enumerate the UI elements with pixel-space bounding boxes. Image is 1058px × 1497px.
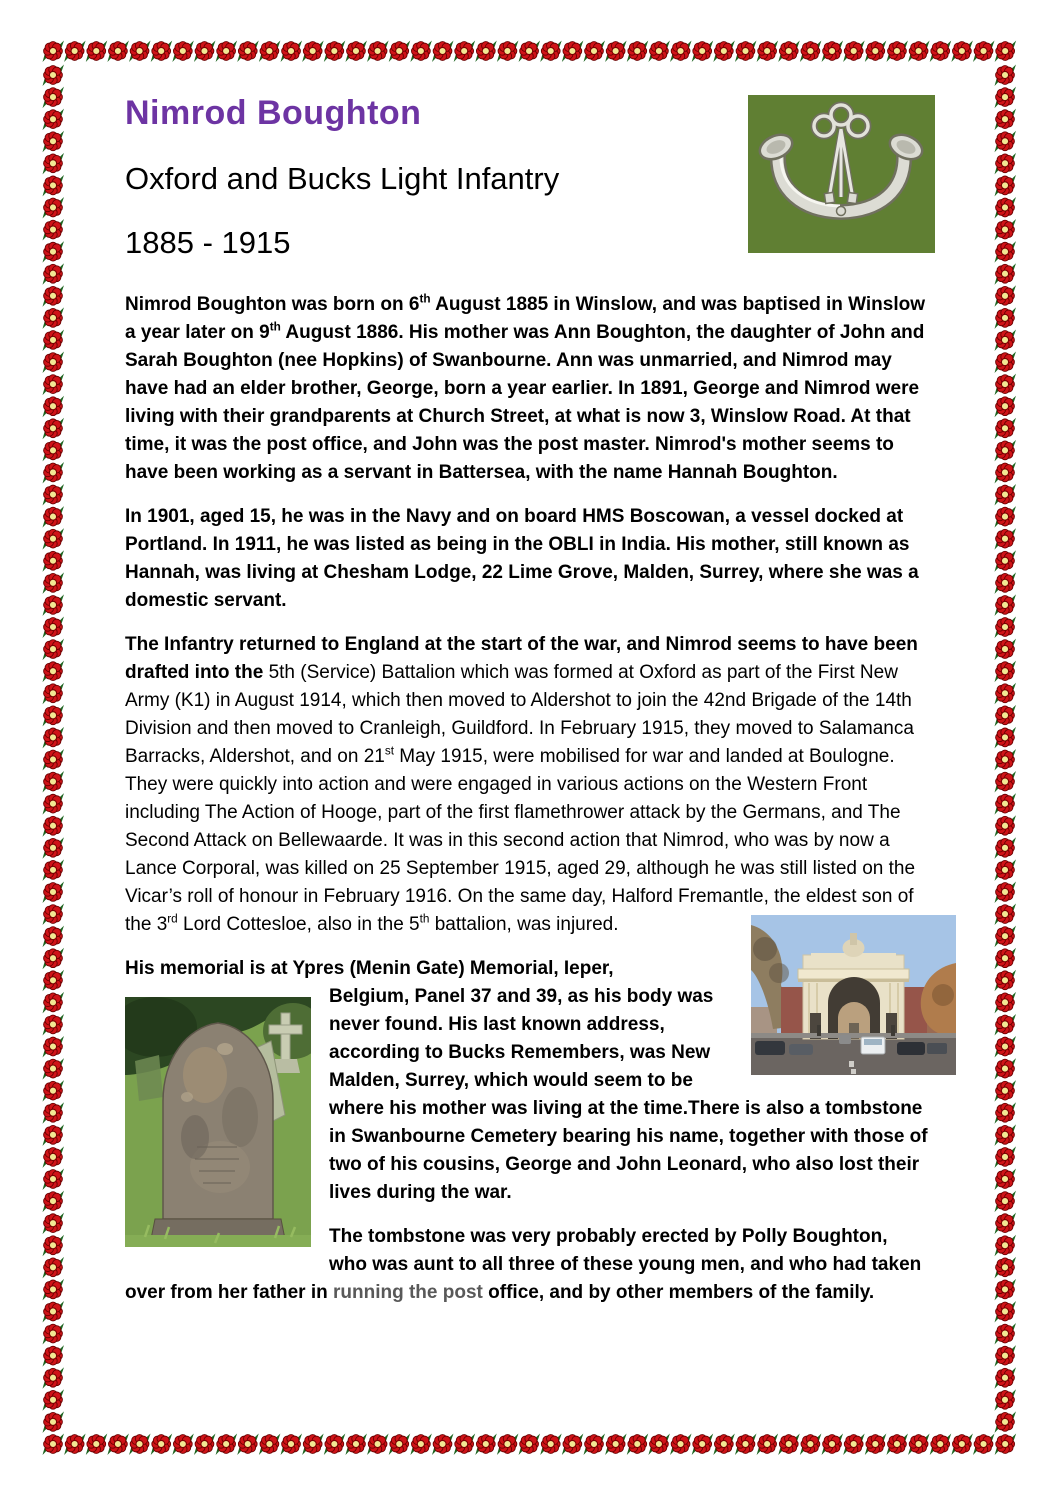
paragraph-war-service-text-1: The Infantry returned to England at the start of the war, and Nimrod seems to have been drafted into the 5th (Service) Battalion which was formed at Oxford as part of the First New Army (K1) in August 1914, which then moved to Aldershot to join the 42nd Brigade of the 14th Division and then moved to Cranleigh, Guildford. In February 1915, they moved to Salamanca Barracks, Aldershot, and on 21st May 1915, were mobilised for war and landed at Boulogne. They were quickly into action and were engaged in various actions on the Western Front including The Action of Hooge, part of the first flamethrower attack by the Germans, and The Second Attack on Bellewaarde. It was in this second action that Nimrod, who was by now a Lance Corporal, was killed on 25 September 1915, aged 29, although he was still listed on the Vicar’s roll of honour in February 1916. On the same day, Halford Fremantle, the (125, 634, 918, 907)
paragraph-memorial-text-1: His memorial is at Ypres (Menin Gate) Memorial, Ieper, (125, 958, 614, 979)
cap-badge-photo (748, 95, 935, 253)
paragraph-early-life-text: Nimrod Boughton was born on 6th August 1885 in Winslow, and was baptised in Winslow a year later on 9th August 1886. His mother was Ann Boughton, the daughter of John and Sarah Boughton (nee Hopkins) of Swanbourne. Ann was unmarried, and Nimrod may have had an elder brother, George, born a year earlier. In 1891, George and Nimrod were living with their grandparents at Church Street, at what is now 3, Winslow Road. At that time, it was the post office, and John was the post master. Nimrod's mother seems to have been working as a servant in Battersea, with the name Hannah Boughton. (125, 292, 926, 483)
paragraph-navy (125, 503, 930, 615)
paragraph-navy-text: In 1901, aged 15, he was in the Navy and on board HMS Boscowan, a vessel docked at Portland. In 1911, he was listed as being in the OBLI in India. His mother, still known as Hannah, was living at Chesham Lodge, 22 Lime Grove, Malden, Surrey, where she was a domestic servant. (125, 506, 919, 611)
paragraph-war-service (125, 631, 930, 939)
paragraph-early-life (125, 291, 930, 487)
menin-gate-photo (751, 915, 956, 1075)
paragraph-tombstone-text: The tombstone was very probably erected by Polly Boughton, who was aunt to all three of these young men, and who had taken over from her father in running the post office, and by other members of the family. (125, 1226, 922, 1303)
paragraph-memorial-text-2: Belgium, Panel 37 and 39, as his body was never found. His last known address, according to Bucks Remembers, was New Malden, Surrey, which would seem to be where his mother was living at the time.There is also a tombstone in Swanbourne Cemetery bearing his name, together with those of two of his cousins, George and John Leonard, who also lost their lives during the war. (329, 986, 928, 1203)
paragraph-war-service-text-2: eldest son of the 3rd Lord Cottesloe, also in the 5th battalion, was injured. (125, 886, 914, 935)
life-years: 1885 - 1915 (125, 225, 291, 260)
regiment-subtitle: Oxford and Bucks Light Infantry (125, 161, 560, 196)
tombstone-photo (125, 997, 311, 1247)
page-title: Nimrod Boughton (125, 94, 422, 132)
